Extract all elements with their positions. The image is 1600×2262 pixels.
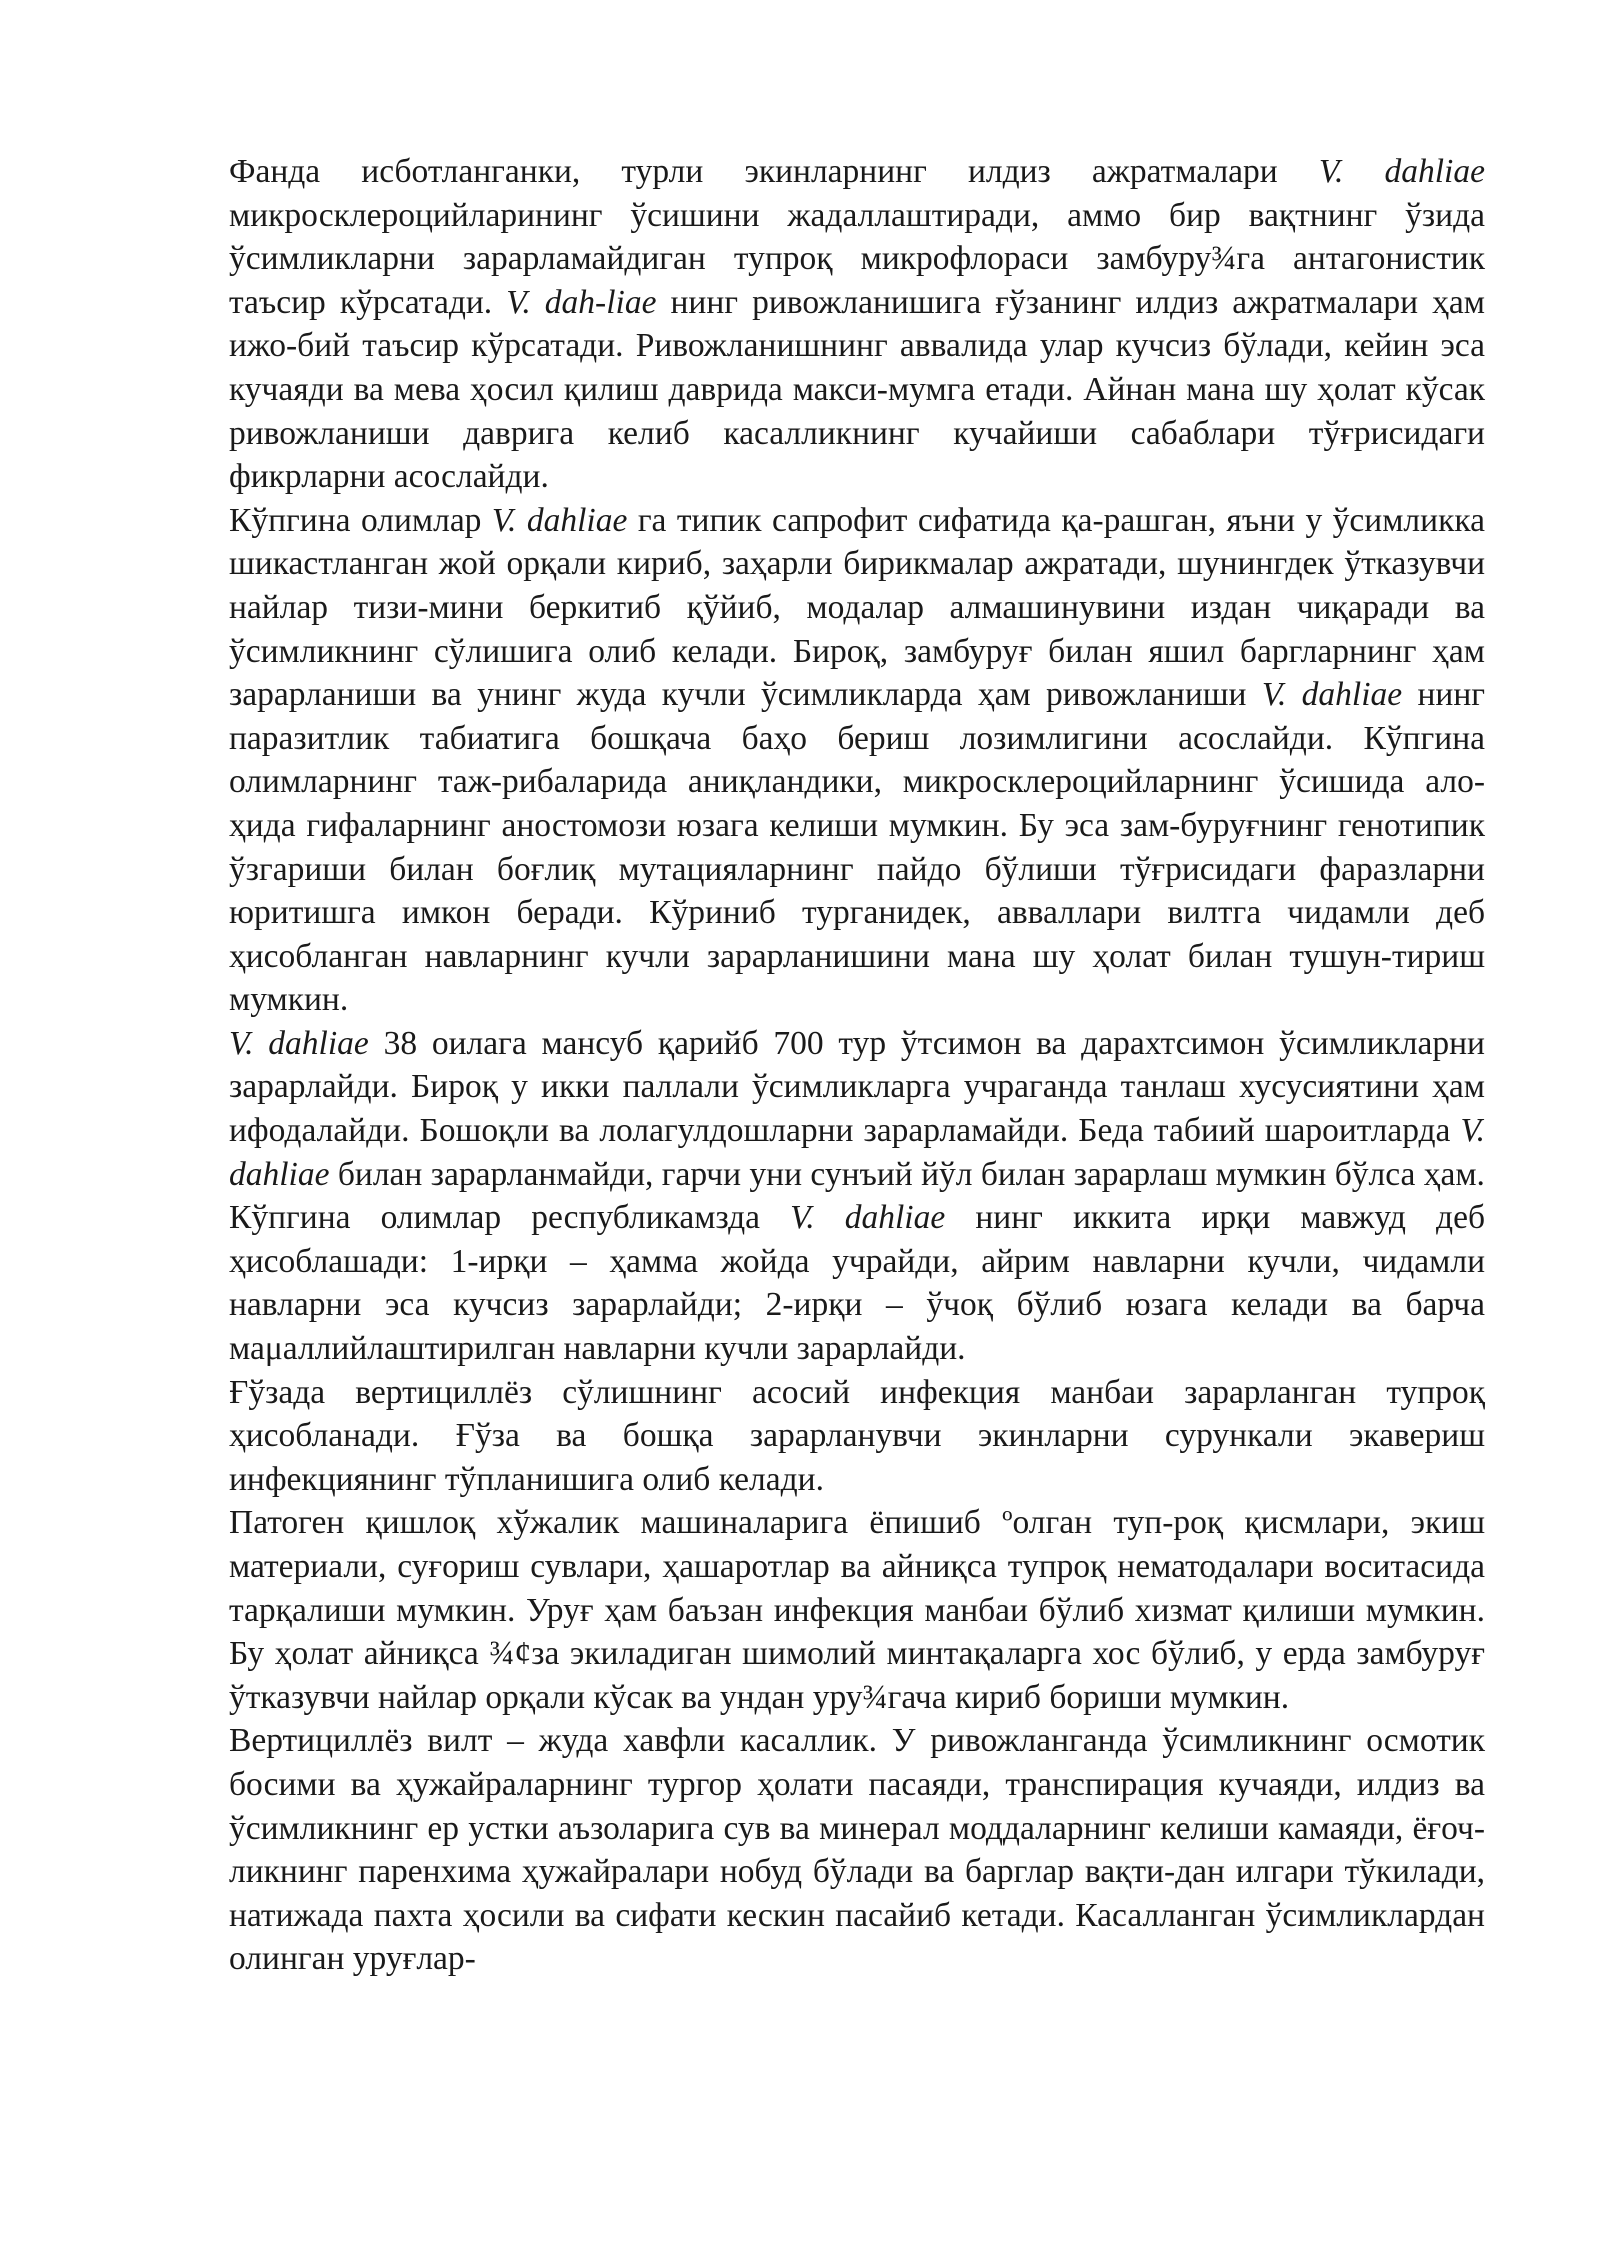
text-run: 38 оилага мансуб қарийб 700 тур ўтсимон ва дарахтсимон ўсимликларни зарарлайди. Бироқ у икки паллали ўсимликларга учраганда танлаш хусусиятини ҳам ифодалайди. Бошоқли ва лолагулдошларни зарарламайди. Беда табиий шароитларда — [229, 1024, 1485, 1150]
paragraph-6 — [229, 1501, 1485, 1719]
paragraph-1 — [229, 150, 1485, 499]
text-run: Ғўзада вертициллёз сўлишнинг асосий инфекция манбаи зарарланган тупроқ ҳисобланади. Ғўза ва бошқа зарарланувчи экинларни сурункали экавериш инфекциянинг тўпланишига олиб келади. — [229, 1373, 1485, 1498]
paragraph-4 — [229, 1196, 1485, 1370]
species-name: V. dahliae — [790, 1199, 946, 1237]
text-run: Фанда исботланганки, турли экинларнинг илдиз ажратмалари — [229, 153, 1319, 190]
text-run: микросклероцийларининг ўсишини жадаллаштиради, аммо бир вақтнинг ўзида ўсимликларни зарарламайдиган тупроқ микрофлораси замбуру¾га антагонистик таъсир кўрсатади. — [229, 196, 1485, 321]
paragraph-3 — [229, 1022, 1485, 1196]
species-name: V. dahliae — [1318, 153, 1485, 190]
paragraph-7 — [229, 1719, 1485, 1981]
text-run: нинг ривожланишига ғўзанинг илдиз ажратмалари ҳам ижо-бий таъсир кўрсатади. Ривожланишнинг аввалида улар кучсиз бўлади, кейин эса кучаяди ва мева ҳосил қилиш даврида макси-мумга етади. Айнан мана шу ҳолат кўсак ривожланиши даврига келиб касалликнинг кучайиши сабаблари тўғрисидаги фикрларни асослайди. — [229, 283, 1485, 496]
species-name: V. dahliae — [229, 1024, 369, 1062]
species-name: V. dahliae — [229, 1112, 1485, 1193]
text-run: га типик сапрофит сифатида қа-рашган, яъни у ўсимликка шикастланган жой орқали кириб, заҳарли бирикмалар ажратади, шунингдек ўтказувчи найлар тизи-мини беркитиб қўйиб, модалар алмашинувини издан чиқаради ва ўсимликнинг сўлишига олиб келади. Бироқ, замбуруғ билан яшил баргларнинг ҳам зарарланиши ва унинг жуда кучли ўсимликларда ҳам ривожланиши — [229, 501, 1485, 714]
paragraph-5 — [229, 1371, 1485, 1502]
text-run: Вертициллёз вилт – жуда хавфли касаллик. У ривожланганда ўсимликнинг осмотик босими ва ҳужайраларнинг тургор ҳолати пасаяди, транспирация кучаяди, илдиз ва ўсимликнинг ер устки аъзоларига сув ва минерал моддаларнинг келиши камаяди, ёғоч-ликнинг паренхима ҳужайралари нобуд бўлади ва барглар вақти-дан илгари тўкилади, натижада пахта ҳосили ва сифати кескин пасайиб кетади. Касалланган ўсимликлардан олинган уруғлар- — [229, 1722, 1485, 1978]
text-run: Кўпгина олимлар — [229, 501, 492, 539]
paragraph-2 — [229, 499, 1485, 1022]
text-run: Патоген қишлоқ хўжалик машиналарига ёпишиб ºолган туп-роқ қисмлари, экиш материали, суғориш сувлари, ҳашаротлар ва айниқса тупроқ нематодалари воситасида тарқалиши мумкин. Уруғ ҳам баъзан инфекция манбаи бўлиб хизмат қилиши мумкин. Бу ҳолат айниқса ¾¢за экиладиган шимолий минтақаларга хос бўлиб, у ерда замбуруғ ўтказувчи найлар орқали кўсак ва ундан уру¾гача кириб бориши мумкин. — [229, 1504, 1485, 1716]
text-run: билан зарарланмайди, гарчи уни сунъий йўл билан зарарлаш мумкин бўлса ҳам. — [329, 1155, 1485, 1193]
species-name: V. dahliae — [491, 501, 628, 539]
species-name: V. dah-liae — [506, 283, 657, 321]
text-run: нинг иккита ирқи мавжуд деб ҳисоблашади: 1-ирқи – ҳамма жойда учрайди, айрим навларни кучли, чидамли навларни эса кучсиз зарарлайди; 2-ирқи – ўчоқ бўлиб юзага келади ва барча маμаллийлаштирилган навларни кучли зарарлайди. — [229, 1199, 1485, 1368]
species-name: V. dahliae — [1261, 676, 1403, 714]
text-run: Кўпгина олимлар республикамзда — [229, 1199, 791, 1237]
text-run: нинг паразитлик табиатига бошқача баҳо бериш лозимлигини асослайди. Кўпгина олимларнинг таж-рибаларида аниқландики, микросклероцийларнинг ўсишида ало-ҳида гифаларнинг аностомози юзага келиши мумкин. Бу эса зам-буруғнинг генотипик ўзгариши билан боғлиқ мутацияларнинг пайдо бўлиши тўғрисидаги фаразларни юритишга имкон беради. Кўриниб турганидек, авваллари вилтга чидамли деб ҳисобланган навларнинг кучли зарарланишини мана шу ҳолат билан тушун-тириш мумкин. — [229, 676, 1485, 1019]
document-page — [229, 150, 1485, 1981]
